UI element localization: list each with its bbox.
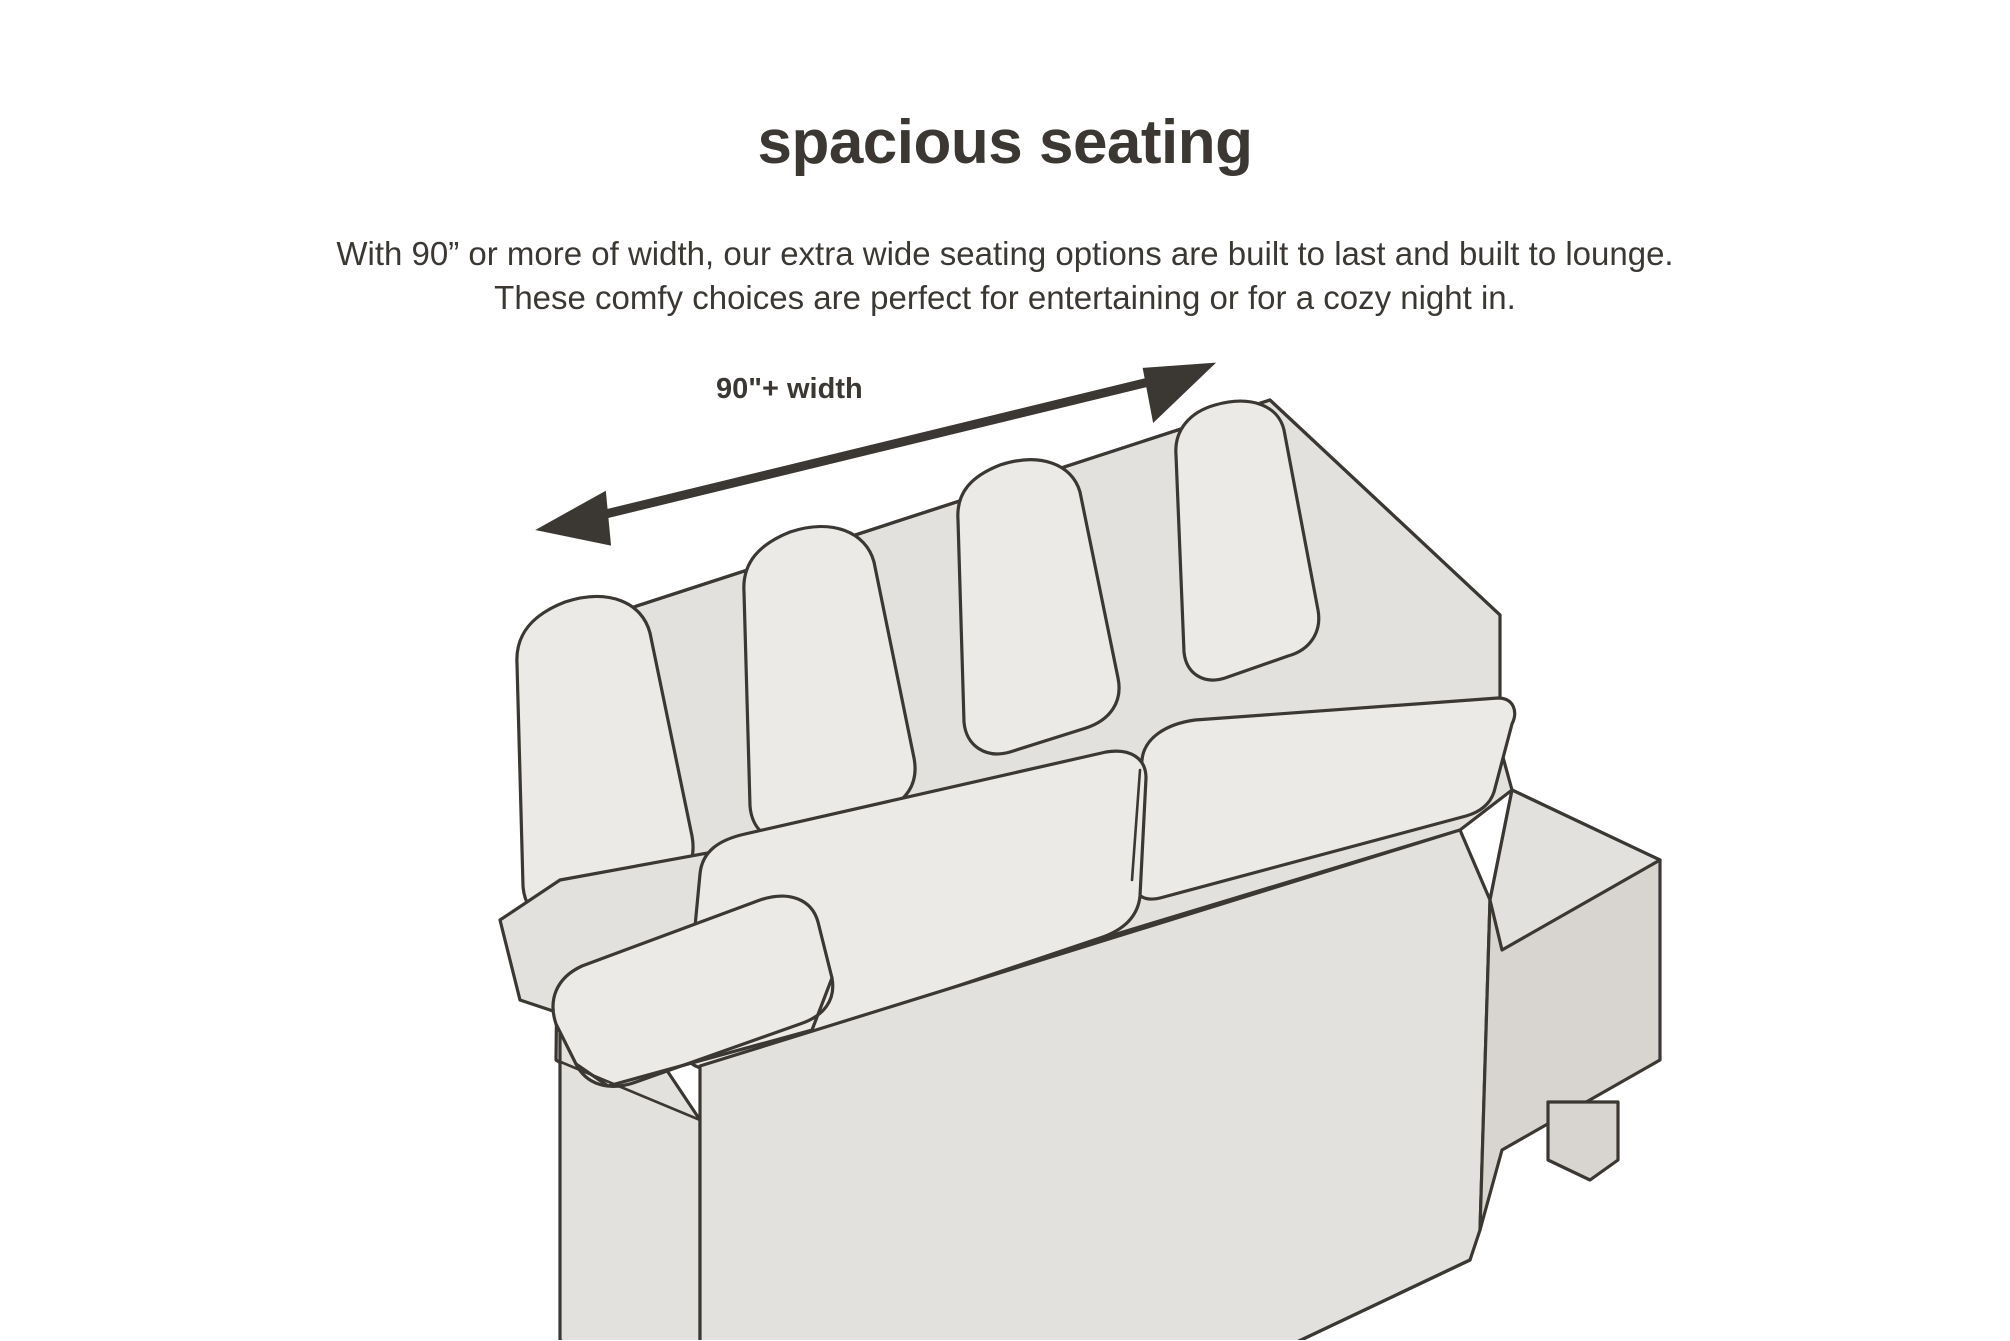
- page-title: spacious seating: [757, 108, 1253, 177]
- dimension-arrow-head-left: [548, 498, 606, 540]
- sofa-leg-right: [1548, 1102, 1618, 1180]
- dimension-label: 90"+ width: [716, 373, 863, 405]
- subcopy-line-2: These comfy choices are perfect for entertaining or for a cozy night in.: [494, 278, 1516, 316]
- sofa-drawing: [500, 400, 1660, 1340]
- sofa-illustration: [0, 360, 2010, 1340]
- page-subcopy: [195, 232, 1815, 319]
- subcopy-line-1: With 90” or more of width, our extra wide seating options are built to last and built to lounge.: [336, 235, 1674, 272]
- dimension-arrow-head-right: [1148, 368, 1204, 414]
